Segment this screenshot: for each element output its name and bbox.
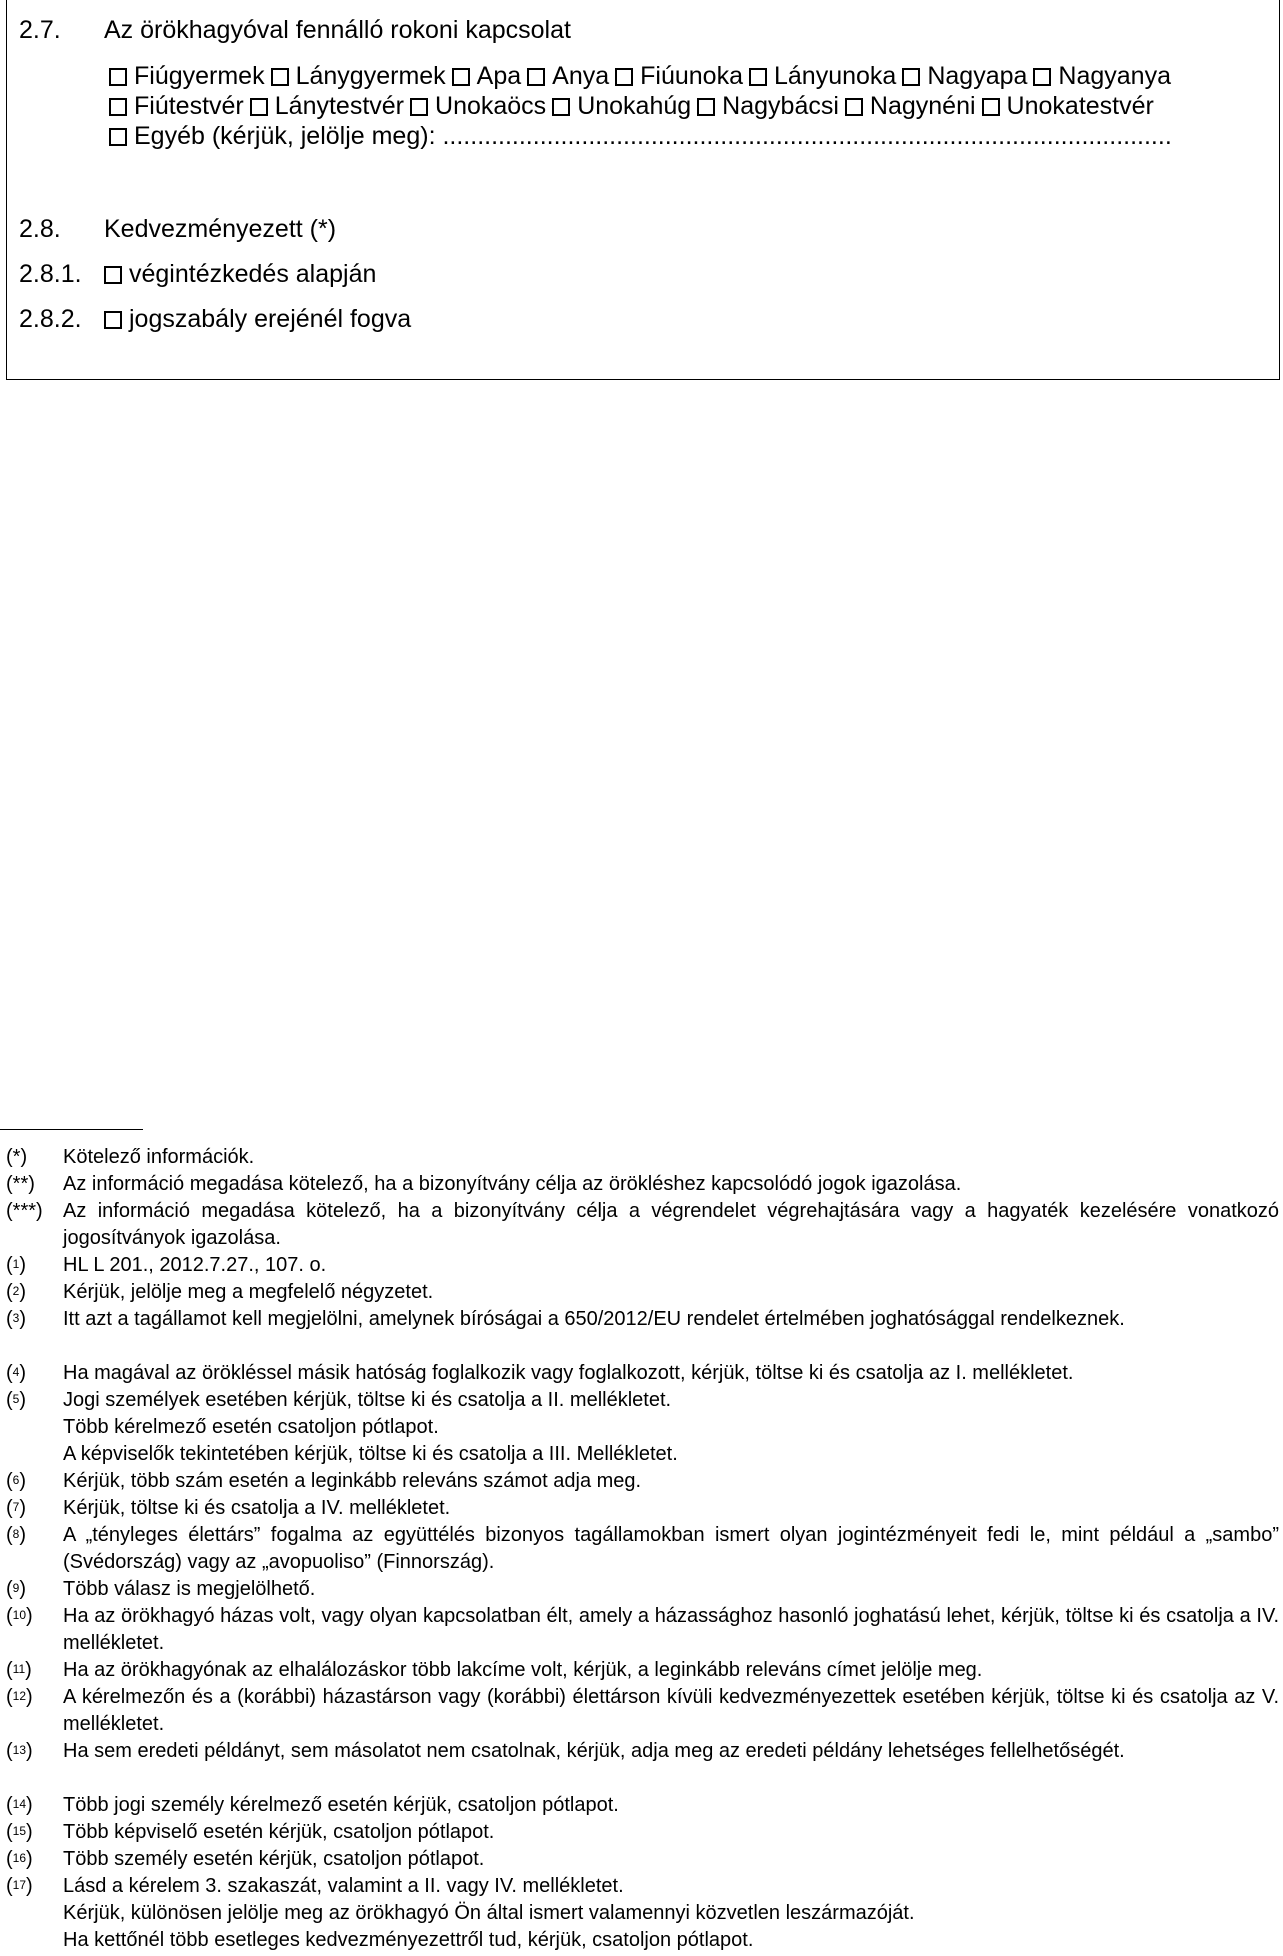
- option-fiutestver[interactable]: [109, 92, 244, 121]
- option-lanygyermek[interactable]: [271, 62, 446, 91]
- footnote-mark: (***): [6, 1200, 43, 1222]
- section-2-7-number: 2.7.: [19, 16, 61, 44]
- option-label: Nagynéni: [869, 92, 976, 120]
- checkbox[interactable]: [104, 311, 122, 329]
- form-section-frame: [6, 0, 1280, 380]
- checkbox[interactable]: [109, 98, 127, 116]
- footnote-text: Kérjük, jelölje meg a megfelelő négyzetet.: [63, 1281, 434, 1303]
- option-label: Fiúunoka: [640, 62, 743, 90]
- footnote-line: Kérjük, különösen jelölje meg az örökhagyó Ön által ismert valamennyi közvetlen leszármazóját.: [63, 1902, 915, 1924]
- option-label: Apa: [476, 62, 522, 90]
- checkbox[interactable]: [109, 128, 127, 146]
- footnote-mark: ($^9$): [6, 1578, 27, 1600]
- section-2-8-number: 2.8.: [19, 215, 61, 243]
- checkbox[interactable]: [615, 68, 633, 86]
- option-nagyapa[interactable]: [902, 62, 1027, 91]
- footnote-text: [63, 1873, 1279, 1954]
- footnote-mark: ($^{13}$): [6, 1740, 33, 1762]
- option-label: Unokahúg: [577, 92, 692, 120]
- option-label: Fiúgyermek: [134, 62, 265, 90]
- checkbox[interactable]: [250, 98, 268, 116]
- footnote-line: Jogi személyek esetében kérjük, töltse ki és csatolja a II. mellékletet.: [63, 1389, 672, 1411]
- footnote-number: 3: [12, 1311, 20, 1325]
- option-jogszabaly[interactable]: [104, 305, 411, 334]
- checkbox[interactable]: [982, 98, 1000, 116]
- footnote-number: 2: [12, 1284, 20, 1298]
- footnote-text: Kérjük, több szám esetén a leginkább releváns számot adja meg.: [63, 1470, 642, 1492]
- option-nagyneni[interactable]: [845, 92, 976, 121]
- checkbox[interactable]: [410, 98, 428, 116]
- footnote-number: 9: [12, 1581, 20, 1595]
- footnote-5: [6, 1387, 1283, 1468]
- option-fiugyermek[interactable]: [109, 62, 265, 91]
- footnote-line: Lásd a kérelem 3. szakaszát, valamint a II. vagy IV. mellékletet.: [63, 1875, 624, 1897]
- relationship-options-row-2: [109, 92, 1154, 121]
- relationship-option-other[interactable]: [109, 122, 1172, 151]
- footnote-text: Ha magával az örökléssel másik hatóság foglalkozik vagy foglalkozott, kérjük, töltse ki és csatolja az I. mellékletet.: [63, 1362, 1074, 1384]
- footnote-star3: [6, 1198, 1283, 1252]
- footnote-number: 13: [12, 1743, 27, 1757]
- footnote-text: Kötelező információk.: [63, 1146, 255, 1168]
- footnote-mark: ($^6$): [6, 1470, 27, 1492]
- footnote-number: 5: [12, 1392, 20, 1406]
- option-lanytestver[interactable]: [250, 92, 404, 121]
- footnote-mark: (*): [6, 1146, 28, 1168]
- footnote-9: [6, 1576, 1283, 1603]
- option-label: Lányunoka: [774, 62, 897, 90]
- footnote-text: Több válasz is megjelölhető.: [63, 1578, 316, 1600]
- footnote-text: Ha az örökhagyó házas volt, vagy olyan kapcsolatban élt, amely a házassághoz hasonló joghatású lehet, kérjük, töltse ki és csatolja a IV. mellékletet.: [63, 1605, 1279, 1654]
- footnote-mark: ($^5$): [6, 1389, 27, 1411]
- option-label: Nagyapa: [927, 62, 1028, 90]
- footnote-15: [6, 1819, 1283, 1846]
- checkbox[interactable]: [697, 98, 715, 116]
- option-fiuunoka[interactable]: [615, 62, 743, 91]
- footnote-mark: ($^{10}$): [6, 1605, 33, 1627]
- section-2-8-title: Kedvezményezett (*): [104, 215, 337, 243]
- footnote-14: [6, 1792, 1283, 1819]
- footnote-6: [6, 1468, 1283, 1495]
- footnote-mark: ($^8$): [6, 1524, 27, 1546]
- footnote-text: A kérelmezőn és a (korábbi) házastárson vagy (korábbi) élettárson kívüli kedvezményezettek esetében kérjük, töltse ki és csatolja az V. mellékletet.: [63, 1686, 1279, 1735]
- footnote-text: A „tényleges élettárs” fogalma az együttélés bizonyos tagállamokban ismert olyan jogintézményeit fedi le, mint például a „sambo” (Svédország) vagy az „avopuoliso” (Finnország).: [63, 1524, 1279, 1573]
- footnote-number: 17: [12, 1878, 27, 1892]
- option-label: jogszabály erejénél fogva: [129, 305, 412, 333]
- option-unokahug[interactable]: [552, 92, 691, 121]
- footnote-text: Itt azt a tagállamot kell megjelölni, amelynek bíróságai a 650/2012/EU rendelet értelmében joghatósággal rendelkeznek.: [63, 1308, 1125, 1330]
- footnote-7: [6, 1495, 1283, 1522]
- footnote-number: 16: [12, 1851, 27, 1865]
- option-label: végintézkedés alapján: [129, 260, 377, 288]
- checkbox[interactable]: [1033, 68, 1051, 86]
- footnote-text: Az információ megadása kötelező, ha a bizonyítvány célja az örökléshez kapcsolódó jogok igazolása.: [63, 1173, 962, 1195]
- footnote-mark: ($^{16}$): [6, 1848, 33, 1870]
- option-label: Anya: [552, 62, 610, 90]
- section-2-8-1-number: 2.8.1.: [19, 260, 82, 288]
- footnote-text: [63, 1387, 1279, 1468]
- footnote-star2: [6, 1171, 1283, 1198]
- checkbox[interactable]: [271, 68, 289, 86]
- footnote-text: Ha az örökhagyónak az elhalálozáskor több lakcíme volt, kérjük, a leginkább releváns címet jelölje meg.: [63, 1659, 983, 1681]
- footnote-13: [6, 1738, 1283, 1765]
- footnote-3: [6, 1306, 1283, 1333]
- option-unokatestver[interactable]: [982, 92, 1154, 121]
- footnote-number: 4: [12, 1365, 20, 1379]
- footnote-11: [6, 1657, 1283, 1684]
- footnote-number: 7: [12, 1500, 20, 1514]
- footnote-line: A képviselők tekintetében kérjük, töltse ki és csatolja a III. Mellékletet.: [63, 1443, 678, 1465]
- footnote-mark: (**): [6, 1173, 35, 1195]
- footnote-4: [6, 1360, 1283, 1387]
- checkbox[interactable]: [552, 98, 570, 116]
- footnote-number: 15: [12, 1824, 27, 1838]
- option-lanyunoka[interactable]: [749, 62, 896, 91]
- checkbox[interactable]: [845, 98, 863, 116]
- option-apa[interactable]: [452, 62, 521, 91]
- footnote-mark: ($^{15}$): [6, 1821, 33, 1843]
- option-vegintezkedes[interactable]: [104, 260, 376, 289]
- footnote-10: [6, 1603, 1283, 1657]
- footnote-number: 6: [12, 1473, 20, 1487]
- footnote-text: Több képviselő esetén kérjük, csatoljon pótlapot.: [63, 1821, 495, 1843]
- footnote-mark: ($^{14}$): [6, 1794, 33, 1816]
- footnote-line: Több kérelmező esetén csatoljon pótlapot.: [63, 1416, 439, 1438]
- footnote-mark: ($^2$): [6, 1281, 27, 1303]
- footnote-8: [6, 1522, 1283, 1576]
- footnote-mark: ($^{17}$): [6, 1875, 33, 1897]
- option-anya[interactable]: [527, 62, 609, 91]
- option-unokaocs[interactable]: [410, 92, 546, 121]
- footnote-1: [6, 1252, 1283, 1279]
- footnote-number: 12: [12, 1689, 27, 1703]
- footnote-mark: ($^{12}$): [6, 1686, 33, 1708]
- option-nagyanya[interactable]: [1033, 62, 1171, 91]
- footnote-number: 8: [12, 1527, 20, 1541]
- checkbox[interactable]: [109, 68, 127, 86]
- option-label: Nagybácsi: [722, 92, 839, 120]
- relationship-options-row-1: [109, 62, 1171, 91]
- option-nagybacsi[interactable]: [697, 92, 839, 121]
- footnote-mark: ($^{11}$): [6, 1659, 32, 1681]
- section-2-8-2-number: 2.8.2.: [19, 305, 82, 333]
- footnote-mark: ($^4$): [6, 1362, 27, 1384]
- footnote-mark: ($^1$): [6, 1254, 27, 1276]
- footnote-17: [6, 1873, 1283, 1954]
- option-label: Lánytestvér: [274, 92, 405, 120]
- checkbox[interactable]: [527, 68, 545, 86]
- footnote-16: [6, 1846, 1283, 1873]
- footnote-text: Több személy esetén kérjük, csatoljon pótlapot.: [63, 1848, 485, 1870]
- option-label: Unokatestvér: [1006, 92, 1154, 120]
- footnote-line: Ha kettőnél több esetleges kedvezményezettről tud, kérjük, csatoljon pótlapot.: [63, 1929, 754, 1951]
- footnote-2: [6, 1279, 1283, 1306]
- footnote-text: Az információ megadása kötelező, ha a bizonyítvány célja a végrendelet végrehajtására vagy a hagyaték kezelésére vonatkozó jogosítványok igazolása.: [63, 1200, 1279, 1249]
- footnote-number: 14: [12, 1797, 27, 1811]
- footnote-mark: ($^7$): [6, 1497, 27, 1519]
- footnote-12: [6, 1684, 1283, 1738]
- footnote-number: 11: [12, 1662, 26, 1676]
- checkbox[interactable]: [104, 266, 122, 284]
- option-label: Unokaöcs: [435, 92, 547, 120]
- footnote-text: Ha sem eredeti példányt, sem másolatot nem csatolnak, kérjük, adja meg az eredeti példány lehetséges fellelhetőségét.: [63, 1740, 1125, 1762]
- checkbox[interactable]: [902, 68, 920, 86]
- option-other-label: Egyéb (kérjük, jelölje meg): .........................................................................................................: [134, 122, 1172, 150]
- footnote-star1: [6, 1144, 1283, 1171]
- section-2-7-title: Az örökhagyóval fennálló rokoni kapcsolat: [104, 16, 571, 44]
- footnote-separator: [0, 1129, 143, 1130]
- footnote-number: 1: [12, 1257, 20, 1271]
- option-label: Nagyanya: [1058, 62, 1171, 90]
- option-label: Lánygyermek: [295, 62, 446, 90]
- option-label: Fiútestvér: [134, 92, 244, 120]
- footnote-number: 10: [12, 1608, 27, 1622]
- checkbox[interactable]: [452, 68, 470, 86]
- footnote-text: Több jogi személy kérelmező esetén kérjük, csatoljon pótlapot.: [63, 1794, 619, 1816]
- footnote-text: HL L 201., 2012.7.27., 107. o.: [63, 1254, 327, 1276]
- footnote-mark: ($^3$): [6, 1308, 27, 1330]
- checkbox[interactable]: [749, 68, 767, 86]
- footnote-text: Kérjük, töltse ki és csatolja a IV. mellékletet.: [63, 1497, 451, 1519]
